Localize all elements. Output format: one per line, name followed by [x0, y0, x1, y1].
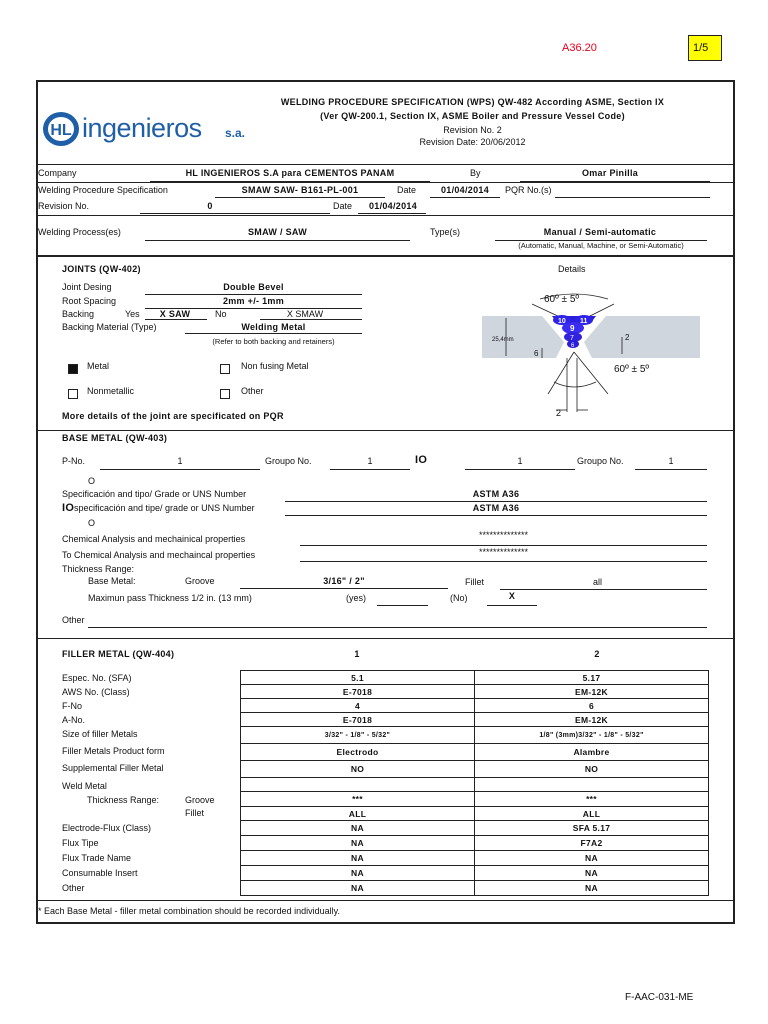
- bead-7: 7: [570, 335, 574, 342]
- filler-cell: 1/8" (3mm)3/32" - 1/8" - 5/32": [475, 727, 709, 744]
- spec2-value: ASTM A36: [472, 503, 520, 513]
- thickness-label: 25,4mm: [492, 337, 514, 343]
- spec-value: ASTM A36: [472, 489, 520, 499]
- filler-cell: NA: [475, 866, 709, 881]
- other-base-label: Other: [62, 615, 85, 625]
- root-spacing-label: Root Spacing: [62, 296, 117, 306]
- filler-cell: NA: [241, 851, 475, 866]
- wps-date-label: Date: [397, 185, 417, 195]
- o2-label: O: [88, 518, 96, 528]
- filler-cell: NA: [475, 881, 709, 896]
- company-logo: HL ingenieros s.a.: [42, 108, 262, 152]
- filler-row: [241, 836, 709, 851]
- metal-checkbox[interactable]: [68, 364, 78, 374]
- revision-date-label: Date: [333, 201, 353, 211]
- wps-value: SMAW SAW- B161-PL-001: [241, 185, 359, 195]
- backing-no-value: X SMAW: [286, 309, 324, 319]
- filler-cell: [241, 778, 475, 792]
- header-revision: Revision No. 2: [443, 125, 502, 135]
- by-value: Omar Pinilla: [581, 168, 639, 178]
- angle-top: 60º ± 5º: [544, 294, 580, 305]
- group2-label: Groupo No.: [577, 456, 624, 466]
- filler-cell: NA: [475, 851, 709, 866]
- backing-material-label: Backing Material (Type): [62, 322, 157, 332]
- filler-groove-label: Groove: [185, 795, 215, 805]
- filler-cell: ***: [241, 792, 475, 807]
- types-label: Type(s): [430, 227, 461, 237]
- chem-label: Chemical Analysis and mechainical properties: [62, 534, 246, 544]
- filler-cell: [475, 778, 709, 792]
- logo-mark-icon: [42, 110, 80, 148]
- filler-row: [241, 727, 709, 744]
- groove-value: 3/16" / 2": [323, 576, 365, 586]
- io-label: IO: [62, 502, 75, 514]
- process-label: Welding Process(es): [38, 227, 121, 237]
- filler-row: [241, 866, 709, 881]
- filler-fillet-label: Fillet: [185, 808, 205, 818]
- spec2-label: specificación and tipe/ grade or UNS Number: [74, 503, 255, 513]
- backing-yes-value: X SAW: [159, 309, 191, 319]
- metal-label: Metal: [87, 361, 110, 371]
- filler-cell: EM-12K: [475, 713, 709, 727]
- no-value: X: [508, 591, 516, 601]
- filler-row-label: Size of filler Metals: [62, 729, 138, 739]
- gap-label: 2: [556, 408, 562, 418]
- base-metal-title: BASE METAL (QW-403): [62, 433, 168, 443]
- filler-row-label: Other: [62, 883, 85, 893]
- types-note: (Automatic, Manual, Machine, or Semi-Automatic): [518, 241, 684, 250]
- filler-row-label: F-No: [62, 701, 82, 711]
- filler-cell: Electrodo: [241, 744, 475, 761]
- nonmetallic-checkbox[interactable]: [68, 389, 78, 399]
- refer-note: (Refer to both backing and retainers): [212, 337, 335, 346]
- filler-cell: 5.17: [475, 671, 709, 685]
- non-fusing-checkbox[interactable]: [220, 364, 230, 374]
- spec-label: Specificación and tipo/ Grade or UNS Number: [62, 489, 247, 499]
- filler-cell: SFA 5.17: [475, 821, 709, 836]
- backing-material-value: Welding Metal: [241, 322, 306, 332]
- filler-cell: NA: [241, 881, 475, 896]
- filler-cell: 3/32" - 1/8" - 5/32": [241, 727, 475, 744]
- filler-row: [241, 851, 709, 866]
- filler-cell: NO: [241, 761, 475, 778]
- by-label: By: [470, 168, 481, 178]
- filler-cell: NA: [241, 836, 475, 851]
- filler-col2: 2: [594, 649, 600, 659]
- filler-row: [241, 881, 709, 896]
- svg-text:HL: HL: [50, 122, 72, 139]
- filler-cell: E-7018: [241, 685, 475, 699]
- company-value: HL INGENIEROS S.A para CEMENTOS PANAM: [185, 168, 395, 178]
- filler-row: [241, 744, 709, 761]
- filler-row-label: Consumable Insert: [62, 868, 138, 878]
- root-spacing-value: 2mm +/- 1mm: [222, 296, 285, 306]
- filler-row: [241, 671, 709, 685]
- footnote: * Each Base Metal - filler metal combination should be recorded individually.: [38, 906, 340, 916]
- base-metal-label: Base Metal:: [88, 576, 136, 586]
- group-label: Groupo No.: [265, 456, 312, 466]
- or-label: IO: [415, 454, 428, 466]
- form-code: F-AAC-031-ME: [625, 992, 694, 1003]
- groove-label: Groove: [185, 576, 215, 586]
- bead-6: 6: [571, 343, 575, 349]
- filler-cell: F7A2: [475, 836, 709, 851]
- filler-row-label: Flux Trade Name: [62, 853, 132, 863]
- filler-title: FILLER METAL (QW-404): [62, 649, 175, 659]
- revision-label: Revision No.: [38, 201, 90, 211]
- filler-cell: Alambre: [475, 744, 709, 761]
- filler-row: [241, 807, 709, 821]
- filler-table: [240, 670, 709, 896]
- header-revision-date: Revision Date: 20/06/2012: [419, 137, 526, 147]
- header-subtitle: (Ver QW-200.1, Section IX, ASME Boiler and Pressure Vessel Code): [320, 111, 625, 121]
- o1-label: O: [88, 476, 96, 486]
- other-label: Other: [241, 386, 264, 396]
- bead-10: 10: [558, 318, 566, 325]
- filler-row-label: AWS No. (Class): [62, 687, 130, 697]
- bead-11: 11: [580, 318, 588, 325]
- filler-cell: 5.1: [241, 671, 475, 685]
- types-value: Manual / Semi-automatic: [543, 227, 657, 237]
- fillet-value: all: [592, 577, 602, 587]
- group-value: 1: [367, 456, 373, 466]
- filler-cell: ALL: [475, 807, 709, 821]
- pqr-label: PQR No.(s): [505, 185, 552, 195]
- wps-label: Welding Procedure Specification: [38, 185, 168, 195]
- filler-row: [241, 713, 709, 727]
- to-chem-label: To Chemical Analysis and mechaincal properties: [62, 550, 256, 560]
- revision-date-value: 01/04/2014: [368, 201, 418, 211]
- non-fusing-label: Non fusing Metal: [241, 361, 309, 371]
- more-details-note: More details of the joint are specificated on PQR: [62, 411, 284, 421]
- nonmetallic-label: Nonmetallic: [87, 386, 135, 396]
- backing-label: Backing: [62, 309, 95, 319]
- pno2-value: 1: [517, 456, 523, 466]
- filler-col1: 1: [354, 649, 360, 659]
- angle-bottom: 60º ± 5º: [614, 364, 650, 375]
- thickness-range-label: Thickness Range:: [62, 564, 135, 574]
- filler-cell: ALL: [241, 807, 475, 821]
- filler-cell: NA: [241, 821, 475, 836]
- filler-cell: ***: [475, 792, 709, 807]
- bead-9: 9: [570, 324, 575, 333]
- filler-row-label: Electrode-Flux (Class): [62, 823, 152, 833]
- filler-row: [241, 792, 709, 807]
- filler-row: [241, 685, 709, 699]
- weld-metal-label: Weld Metal: [62, 781, 107, 791]
- filler-row-label: Supplemental Filler Metal: [62, 763, 164, 773]
- to-chem-value: **************: [478, 547, 529, 557]
- filler-cell: 4: [241, 699, 475, 713]
- filler-row: [241, 699, 709, 713]
- filler-row-label: Flux Tipe: [62, 838, 99, 848]
- filler-cell: E-7018: [241, 713, 475, 727]
- filler-row-label: Filler Metals Product form: [62, 746, 165, 756]
- header-title: WELDING PROCEDURE SPECIFICATION (WPS) QW-482 According ASME, Section IX: [280, 97, 665, 107]
- group2-value: 1: [668, 456, 674, 466]
- wps-date-value: 01/04/2014: [440, 185, 490, 195]
- process-value: SMAW / SAW: [248, 227, 307, 237]
- backing-no-label: No: [215, 309, 227, 319]
- filler-row: [241, 821, 709, 836]
- filler-cell: NO: [475, 761, 709, 778]
- no-label: (No): [450, 593, 468, 603]
- filler-row: [241, 778, 709, 792]
- joints-title: JOINTS (QW-402): [62, 264, 141, 274]
- joint-design-label: Joint Desing: [62, 282, 112, 292]
- other-checkbox[interactable]: [220, 389, 230, 399]
- details-label: Details: [558, 264, 586, 274]
- filler-cell: 6: [475, 699, 709, 713]
- filler-row-label: Espec. No. (SFA): [62, 673, 132, 683]
- chem-value: **************: [478, 530, 529, 540]
- yes-label: (yes): [346, 593, 366, 603]
- backing-yes-label: Yes: [125, 309, 140, 319]
- company-label: Company: [38, 168, 77, 178]
- filler-row-label: A-No.: [62, 715, 86, 725]
- max-pass-label: Maximun pass Thickness 1/2 in. (13 mm): [88, 593, 252, 603]
- filler-row: [241, 761, 709, 778]
- fillet-label: Fillet: [465, 577, 485, 587]
- joint-design-value: Double Bevel: [223, 282, 284, 292]
- dim-right-label: 2: [625, 333, 630, 342]
- filler-cell: NA: [241, 866, 475, 881]
- revision-value: 0: [207, 201, 213, 211]
- joint-sketch: [482, 282, 700, 422]
- filler-cell: EM-12K: [475, 685, 709, 699]
- document-code: A36.20: [562, 42, 597, 54]
- thick-range-label: Thickness Range:: [87, 795, 160, 805]
- pno-value: 1: [177, 456, 183, 466]
- dim-left-label: 6: [534, 349, 539, 358]
- pno-label: P-No.: [62, 456, 86, 466]
- page-indicator: 1/5: [688, 35, 722, 61]
